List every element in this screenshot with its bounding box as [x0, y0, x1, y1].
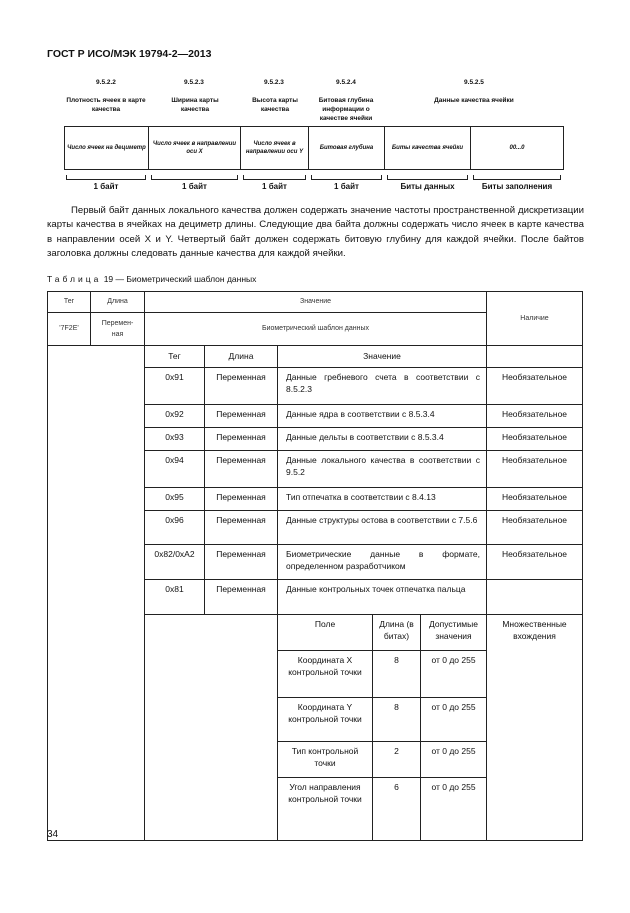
section-ref: 9.5.2.4 [336, 79, 356, 86]
value-cell: Биометрический шаблон данных [144, 312, 487, 346]
allowed-cell: от 0 до 255 [420, 777, 487, 841]
tag-cell: 0x92 [144, 404, 205, 428]
col-header-tag: Тег [47, 291, 91, 313]
tag-cell: '7F2E' [47, 312, 91, 346]
field-caption: Битовая глубина информации о качестве ячейки [318, 97, 374, 122]
field-caption: Данные качества ячейки [434, 97, 514, 104]
presence-cell [486, 579, 583, 615]
tag-cell: 0x82/0xA2 [144, 544, 205, 580]
length-cell: Переменная [204, 579, 278, 615]
presence-cell: Необязательное [486, 367, 583, 405]
presence-cell: Необязательное [486, 487, 583, 511]
value-cell: Данные структуры остова в соответствии с 7.5.6 [277, 510, 487, 545]
tag-cell: 0x93 [144, 427, 205, 451]
byte-box: Число ячеек в направлении оси X [148, 126, 241, 170]
length-cell: Переменная [204, 450, 278, 488]
col-header-length: Длина [90, 291, 145, 313]
bits-cell: 2 [372, 741, 421, 778]
sub-header-field: Поле [277, 614, 373, 651]
section-ref: 9.5.2.5 [464, 79, 484, 86]
byte-label: 1 байт [262, 182, 287, 191]
presence-cell: Необязательное [486, 544, 583, 580]
empty-cell [144, 614, 278, 841]
field-cell: Координата X контрольной точки [277, 650, 373, 698]
presence-cell: Необязательное [486, 404, 583, 428]
byte-box: Число ячеек на дециметр [64, 126, 149, 170]
value-cell: Данные дельты в соответствии с 8.5.3.4 [277, 427, 487, 451]
presence-cell: Необязательное [486, 510, 583, 545]
value-cell: Биометрические данные в формате, определенном разработчиком [277, 544, 487, 580]
section-ref: 9.5.2.3 [264, 79, 284, 86]
byte-box: 00...0 [470, 126, 564, 170]
field-cell: Координата Y контрольной точки [277, 697, 373, 742]
col-header-value: Значение [144, 291, 487, 313]
empty-cell [47, 345, 145, 841]
length-cell: Переменная [204, 427, 278, 451]
sub-header-allowed: Допустимые значения [420, 614, 487, 651]
allowed-cell: от 0 до 255 [420, 741, 487, 778]
value-cell: Данные локального качества в соответствии с 9.5.2 [277, 450, 487, 488]
bits-cell: 6 [372, 777, 421, 841]
brace [66, 175, 146, 180]
tag-cell: 0x95 [144, 487, 205, 511]
value-cell: Данные гребневого счета в соответствии с 8.5.2.3 [277, 367, 487, 405]
allowed-cell: от 0 до 255 [420, 697, 487, 742]
length-cell: Переменная [204, 510, 278, 545]
byte-label: Биты заполнения [481, 182, 553, 191]
length-cell: Переменная [204, 404, 278, 428]
inner-header-value: Значение [277, 345, 487, 368]
brace [243, 175, 306, 180]
tag-cell: 0x81 [144, 579, 205, 615]
tag-cell: 0x96 [144, 510, 205, 545]
section-ref: 9.5.2.3 [184, 79, 204, 86]
sub-header-multi: Множественные вхождения [486, 614, 583, 841]
field-cell: Угол направления контрольной точки [277, 777, 373, 841]
field-caption: Высота карты качества [252, 97, 298, 113]
inner-header-length: Длина [204, 345, 278, 368]
byte-label: 1 байт [93, 182, 119, 191]
empty-cell [486, 345, 583, 368]
tag-cell: 0x94 [144, 450, 205, 488]
byte-box: Битовая глубина [308, 126, 385, 170]
presence-cell: Необязательное [486, 450, 583, 488]
value-cell: Данные ядра в соответствии с 8.5.3.4 [277, 404, 487, 428]
sub-header-bits: Длина (в битах) [372, 614, 421, 651]
presence-cell: Необязательное [486, 427, 583, 451]
col-header-presence: Наличие [486, 291, 583, 346]
byte-label: Биты данных [400, 182, 455, 191]
length-cell: Перемен-ная [90, 312, 145, 346]
allowed-cell: от 0 до 255 [420, 650, 487, 698]
byte-box: Биты качества ячейки [384, 126, 471, 170]
bits-cell: 8 [372, 697, 421, 742]
length-cell: Переменная [204, 367, 278, 405]
byte-label: 1 байт [182, 182, 207, 191]
field-caption: Ширина карты качества [171, 97, 219, 113]
byte-box: Число ячеек в направлении оси Y [240, 126, 309, 170]
value-cell: Данные контрольных точек отпечатка пальца [277, 579, 487, 615]
brace [151, 175, 238, 180]
brace [311, 175, 382, 180]
field-cell: Тип контрольной точки [277, 741, 373, 778]
brace [473, 175, 561, 180]
byte-label: 1 байт [334, 182, 359, 191]
value-cell: Тип отпечатка в соответствии с 8.4.13 [277, 487, 487, 511]
table-caption: Таблица 19 — Биометрический шаблон данных [47, 274, 257, 284]
brace [387, 175, 468, 180]
length-cell: Переменная [204, 544, 278, 580]
length-cell: Переменная [204, 487, 278, 511]
section-ref: 9.5.2.2 [96, 79, 116, 86]
body-paragraph: Первый байт данных локального качества должен содержать значение частоты пространственной дискретизации карты качества в ячейках на дециметр длины. Следующие два байта должны содержать число ячеек в карте качества в направлении осей X и Y. Четвертый байт должен содержать битовую глубину для каждой ячейки. После байтов заголовка должны следовать данные качества для каждой ячейки. [47, 205, 584, 259]
page-number: 34 [47, 829, 59, 840]
tag-cell: 0x91 [144, 367, 205, 405]
page-header: ГОСТ Р ИСО/МЭК 19794-2—2013 [47, 48, 212, 60]
bits-cell: 8 [372, 650, 421, 698]
field-caption: Плотность ячеек в карте качества [66, 97, 146, 113]
inner-header-tag: Тег [144, 345, 205, 368]
